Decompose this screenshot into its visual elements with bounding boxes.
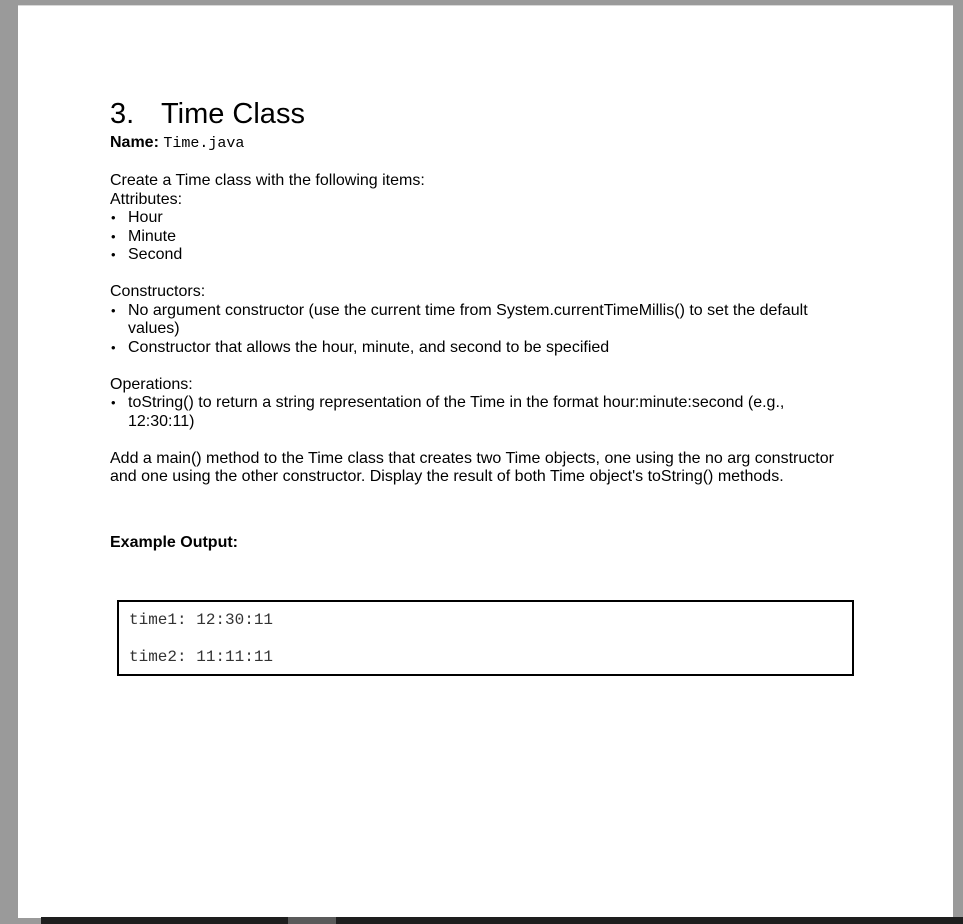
list-item: • No argument constructor (use the current time from System.currentTimeMillis() to set the default values) [110, 302, 840, 339]
name-line [110, 134, 840, 154]
list-item: • Second [110, 246, 840, 265]
output-line-1: time1: 12:30:11 [129, 611, 274, 629]
operations-list [110, 394, 840, 431]
section-heading [110, 96, 840, 132]
file-name: Time.java [163, 135, 245, 152]
attributes-label: Attributes: [110, 190, 183, 208]
operations-label: Operations: [110, 375, 193, 393]
example-output-label: Example Output: [110, 533, 239, 551]
section-number: 3. [110, 98, 135, 130]
document-content [110, 96, 840, 552]
list-item: • Constructor that allows the hour, minute, and second to be specified [110, 339, 840, 358]
intro-text: Create a Time class with the following items: [110, 172, 425, 189]
list-item: • Hour [110, 209, 840, 228]
output-line-2: time2: 11:11:11 [129, 648, 274, 666]
name-label: Name: [110, 134, 159, 151]
section-title: Time Class [161, 98, 305, 130]
constructors-label: Constructors: [110, 283, 206, 300]
constructors-list [110, 302, 840, 358]
attributes-list [110, 209, 840, 265]
example-output-box [117, 600, 854, 676]
list-item: • toString() to return a string representation of the Time in the format hour:minute:second (e.g., 12:30:11) [110, 394, 840, 431]
main-method-paragraph: Add a main() method to the Time class that creates two Time objects, one using the no arg constructor and one using the other constructor. Display the result of both Time object's toString() methods. [110, 449, 834, 485]
horizontal-scrollbar[interactable] [41, 917, 963, 924]
scrollbar-thumb[interactable] [288, 917, 336, 924]
list-item: • Minute [110, 228, 840, 247]
